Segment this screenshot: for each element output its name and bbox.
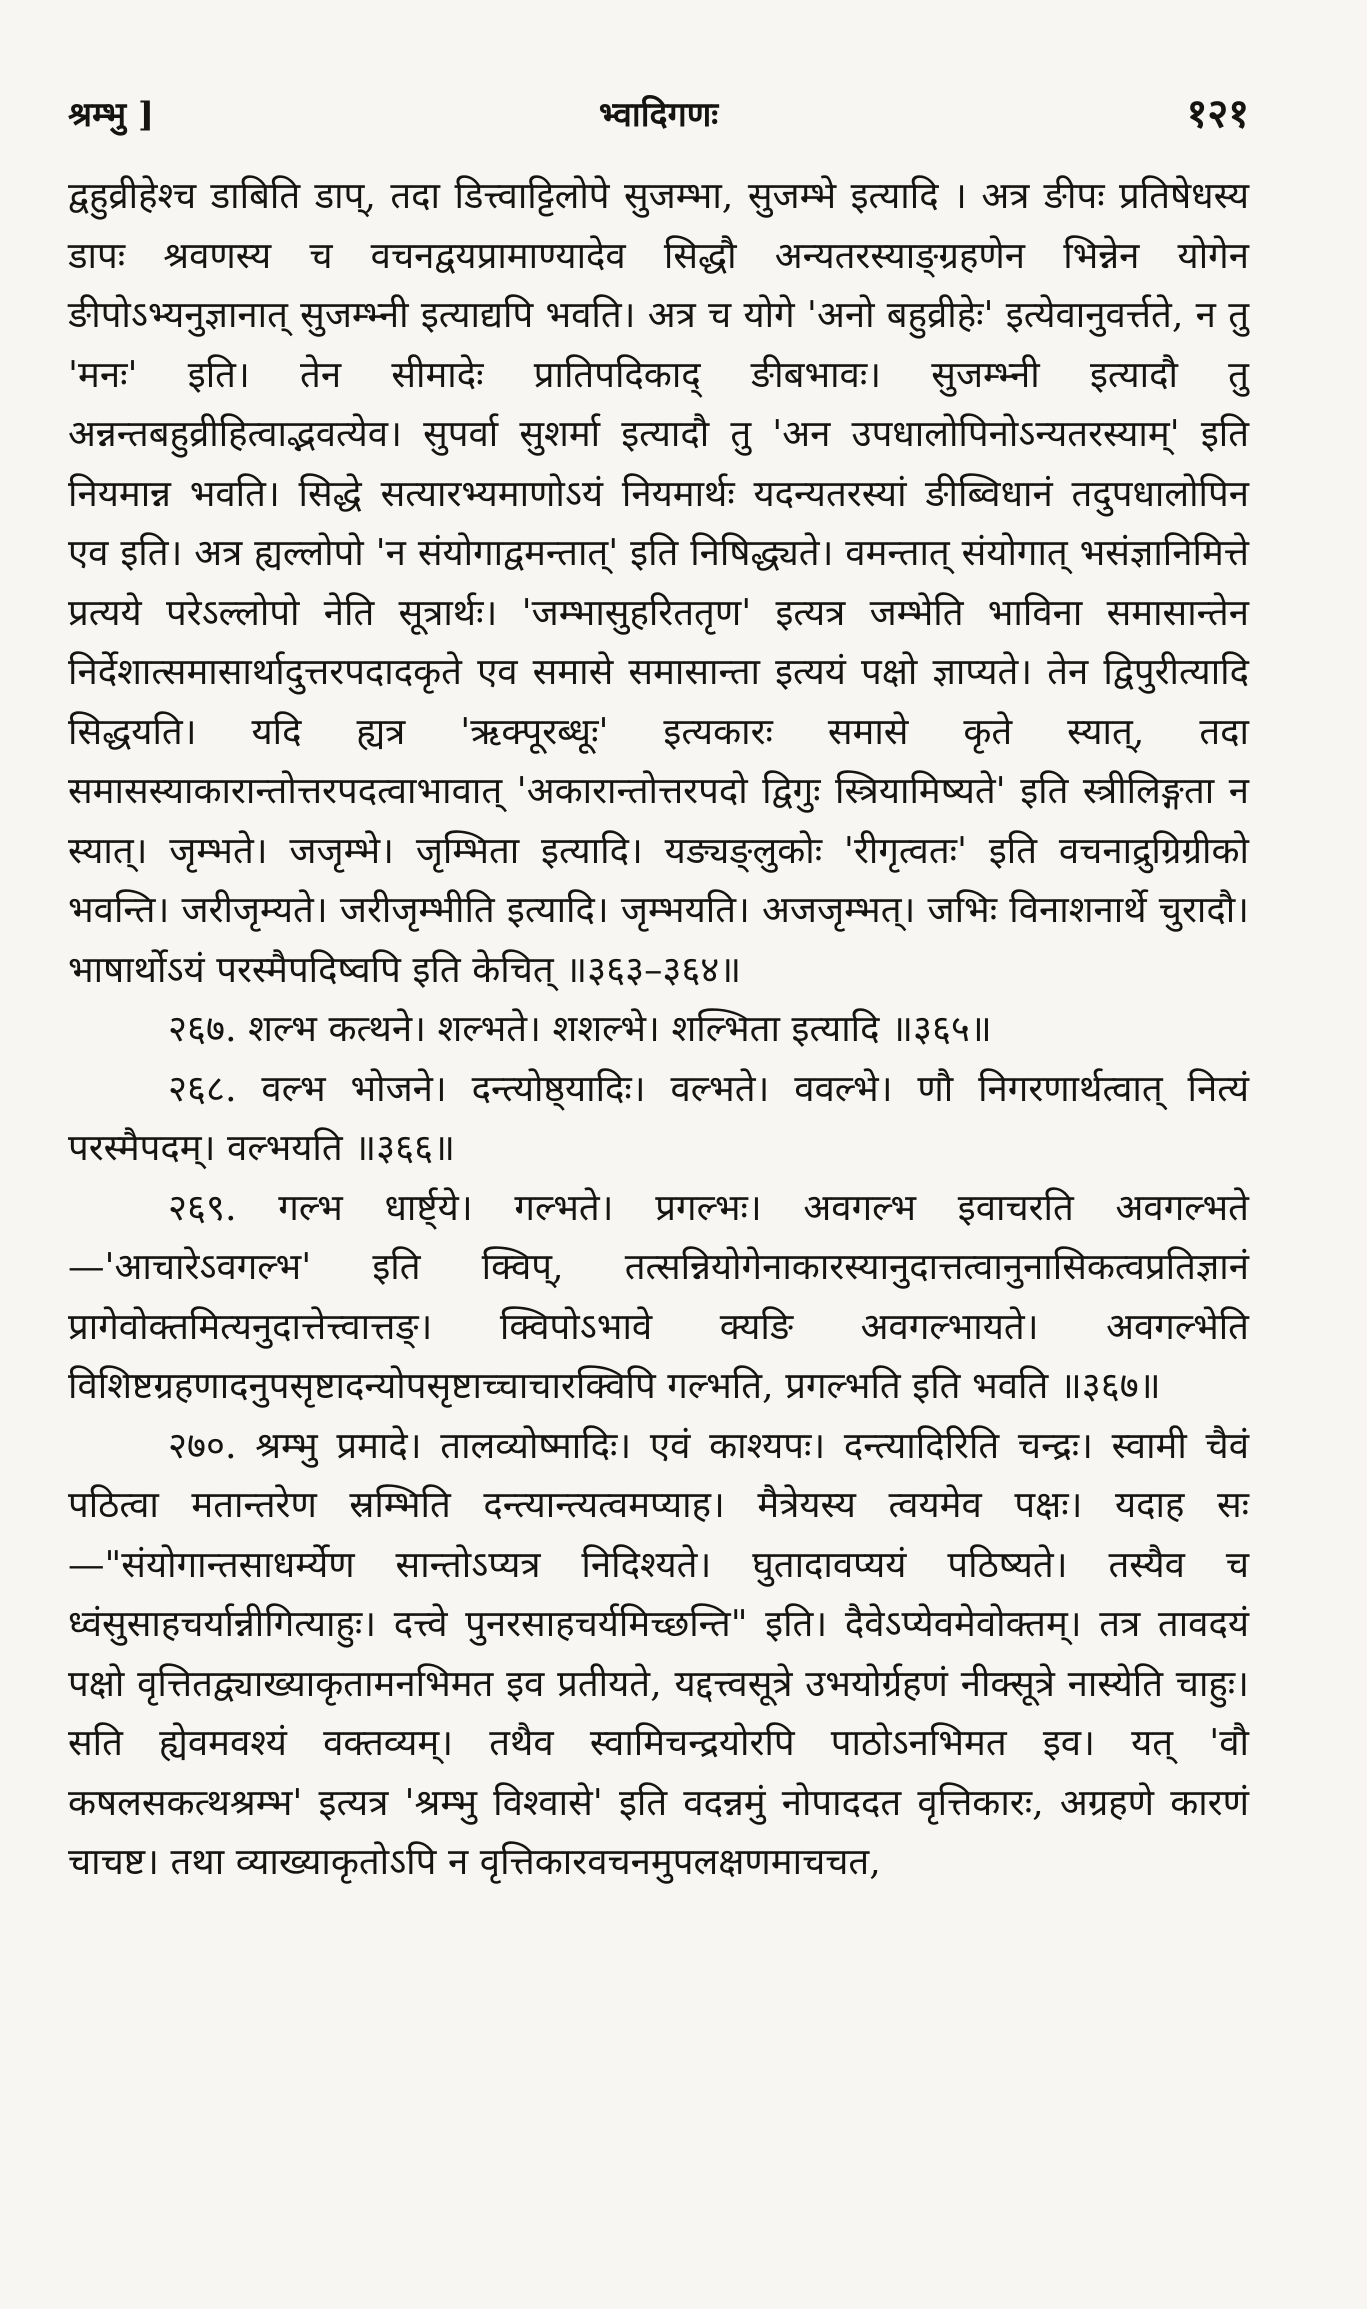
paragraph-268: २६८. वल्भ भोजने। दन्त्योष्ठ्यादिः। वल्भते। ववल्भे। णौ निगरणार्थत्वात् नित्यं परस्मैपदम्। वल्भयति ॥३६६॥ [68,1066,1249,1169]
header-title: भ्वादिगणः [598,95,719,135]
header-left: श्रम्भु ] [68,95,155,135]
running-header [68,80,1249,140]
paragraph-269: २६९. गल्भ धार्ष्ट्ये। गल्भते। प्रगल्भः। अवगल्भ इवाचरति अवगल्भते—'आचारेऽवगल्भ' इति क्विप्, तत्सन्नियोगेनाकारस्यानुदात्तत्वानुनासिकत्वप्रतिज्ञानं प्रागेवोक्तमित्यनुदात्तेत्त्वात्तङ्। क्विपोऽभावे क्यङि अवगल्भायते। अवगल्भेति विशिष्टग्रहणादनुपसृष्टादन्योपसृष्टाच्चाचारक्विपि गल्भति, प्रगल्भति इति भवति ॥३६७॥ [68,1185,1249,1407]
paragraph: द्वहुव्रीहेश्च डाबिति डाप्, तदा डित्त्वाट्टिलोपे सुजम्भा, सुजम्भे इत्यादि । अत्र ङीपः प्रतिषेधस्य डापः श्रवणस्य च वचनद्वयप्रामाण्यादेव सिद्धौ अन्यतरस्याङ्ग्रहणेन भिन्नेन योगेन ङीपोऽभ्यनुज्ञानात् सुजम्भ्नी इत्याद्यपि भवति। अत्र च योगे 'अनो बहुव्रीहेः' इत्येवानुवर्त्तते, न तु 'मनः' इति। तेन सीमादेः प्रातिपदिकाद् ङीबभावः। सुजम्भ्नी इत्यादौ तु अन्नन्तबहुव्रीहित्वाद्भवत्येव। सुपर्वा सुशर्मा इत्यादौ तु 'अन उपधालोपिनोऽन्यतरस्याम्' इति नियमान्न भवति। सिद्धे सत्यारभ्यमाणोऽयं नियमार्थः यदन्यतरस्यां ङीब्विधानं तदुपधालोपिन एव इति। अत्र ह्यल्लोपो 'न संयोगाद्वमन्तात्' इति निषिद्ध्यते। वमन्तात् संयोगात् भसंज्ञानिमित्ते प्रत्यये परेऽल्लोपो नेति सूत्रार्थः। 'जम्भासुहरिततृण' इत्यत्र जम्भेति भाविना समासान्तेन निर्देशात्समासार्थादुत्तरपदादकृते एव समासे समासान्ता इत्ययं पक्षो ज्ञाप्यते। तेन द्विपुरीत्यादि सिद्धयति। यदि ह्यत्र 'ऋक्पूरब्धूः' इत्यकारः समासे कृते स्यात्, तदा समासस्याकारान्तोत्तरपदत्वाभावात् 'अकारान्तोत्तरपदो द्विगुः स्त्रियामिष्यते' इति स्त्रीलिङ्गता न स्यात्। जृम्भते। जजृम्भे। जृम्भिता इत्यादि। यङ्यङ्लुकोः 'रीगृत्वतः' इति वचनाद्रुग्रिग्रीको भवन्ति। जरीजृम्यते। जरीजृम्भीति इत्यादि। जृम्भयति। अजजृम्भत्। जभिः विनाशनार्थे चुरादौ। भाषार्थोऽयं परस्मैपदिष्वपि इति केचित् ॥३६३–३६४॥ [68,174,1249,991]
paragraph-267: २६७. शल्भ कत्थने। शल्भते। शशल्भे। शल्भिता इत्यादि ॥३६५॥ [168,1007,992,1050]
paragraph-270: २७०. श्रम्भु प्रमादे। तालव्योष्मादिः। एवं काश्यपः। दन्त्यादिरिति चन्द्रः। स्वामी चैवं पठित्वा मतान्तरेण स्रम्भिति दन्त्यान्त्यत्वमप्याह। मैत्रेयस्य त्वयमेव पक्षः। यदाह सः—"संयोगान्तसाधर्म्येण सान्तोऽप्यत्र निदिश्यते। घुतादावप्ययं पठिष्यते। तस्यैव च ध्वंसुसाहचर्यान्नीगित्याहुः। दत्त्वे पुनरसाहचर्यमिच्छन्ति" इति। दैवेऽप्येवमेवोक्तम्। तत्र तावदयं पक्षो वृत्तितद्व्याख्याकृतामनभिमत इव प्रतीयते, यद्दत्त्वसूत्रे उभयोर्ग्रहणं नीक्सूत्रे नास्येति चाहुः। सति ह्येवमवश्यं वक्तव्यम्। तथैव स्वामिचन्द्रयोरपि पाठोऽनभिमत इव। यत् 'वौ कषलसकत्थश्रम्भ' इत्यत्र 'श्रम्भु विश्वासे' इति वदन्नमुं नोपाददत वृत्तिकारः, अग्रहणे कारणं चाचष्ट। तथा व्याख्याकृतोऽपि न वृत्तिकारवचनमुपलक्षणमाचचत, [68,1423,1249,1883]
page-body [68,166,1249,1892]
page-number: १२१ [1186,90,1249,137]
